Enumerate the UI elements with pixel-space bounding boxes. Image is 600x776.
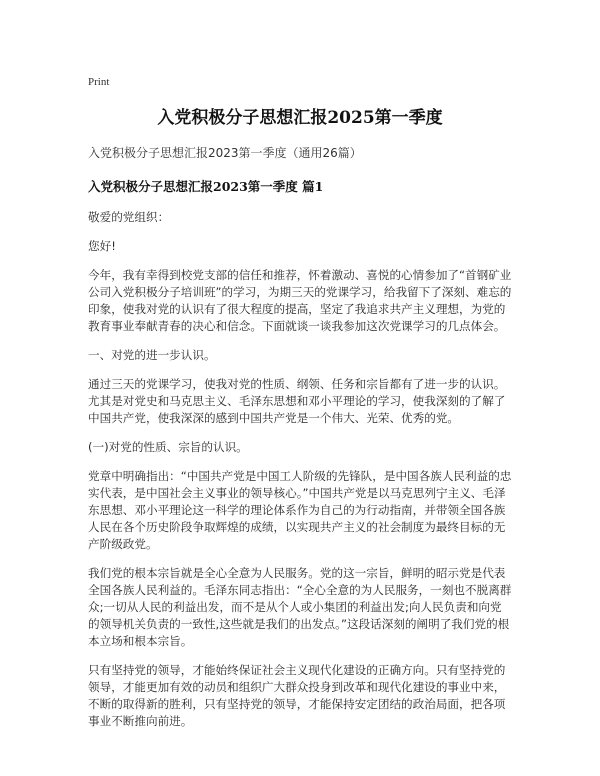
- purpose-paragraph: 我们党的根本宗旨就是全心全意为人民服务。党的这一宗旨，鲜明的昭示党是代表全国各族人民利益的。毛泽东同志指出：“全心全意的为人民服务，一刻也不脱离群众;一切从人民的利益出发，而不是从个人或小集团的利益出发;向人民负责和向党的领导机关负责的一致性,这些就是我们的出发点。”这段话深刻的阐明了我们党的根本立场和根本宗旨。: [88, 566, 512, 648]
- salutation: 敬爱的党组织：: [88, 210, 170, 224]
- leadership-paragraph: 只有坚持党的领导，才能始终保证社会主义现代化建设的正确方向。只有坚持党的领导，才能更加有效的动员和组织广大群众投身到改革和现代化建设的事业中来，不断的取得新的胜利，只有坚持党的领导，才能保持安定团结的政治局面，把各项事业不断推向前进。: [88, 663, 506, 728]
- greeting: 您好!: [88, 239, 116, 253]
- document-title: 入党积极分子思想汇报2025第一季度: [157, 108, 443, 128]
- intro-paragraph: 今年，我有幸得到校党支部的信任和推荐，怀着激动、喜悦的心情参加了“首钢矿业公司入党积极分子培训班”的学习，为期三天的党课学习，给我留下了深刻、难忘的印象，使我对党的认识有了很大程度的提高，坚定了我追求共产主义理想，为党的教育事业奉献青春的决心和信念。下面就谈一谈我参加这次党课学习的几点体会。: [88, 268, 512, 333]
- print-link[interactable]: Print: [88, 76, 110, 88]
- heading-understanding: 一、对党的进一步认识。: [88, 348, 216, 362]
- document-subtitle: 入党积极分子思想汇报2023第一季度（通用26篇）: [88, 146, 362, 160]
- subheading-nature: (一)对党的性质、宗旨的认识。: [88, 440, 248, 454]
- section-title: 入党积极分子思想汇报2023第一季度 篇1: [88, 179, 324, 194]
- study-paragraph: 通过三天的党课学习，使我对党的性质、纲领、任务和宗旨都有了进一步的认识。尤其是对党史和马克思主义、毛泽东思想和邓小平理论的学习，使我深刻的了解了中国共产党，使我深深的感到中国共产党是一个伟大、光荣、优秀的党。: [88, 377, 506, 425]
- charter-paragraph: 党章中明确指出：“中国共产党是中国工人阶级的先锋队，是中国各族人民利益的忠实代表，是中国社会主义事业的领导核心。”中国共产党是以马克思列宁主义、毛泽东思想、邓小平理论这一科学的理论体系作为自己的为行动指南，并带领全国各族人民在各个历史阶段争取辉煌的成绩，以实现共产主义的社会制度为最终目标的无产阶级政党。: [88, 469, 512, 551]
